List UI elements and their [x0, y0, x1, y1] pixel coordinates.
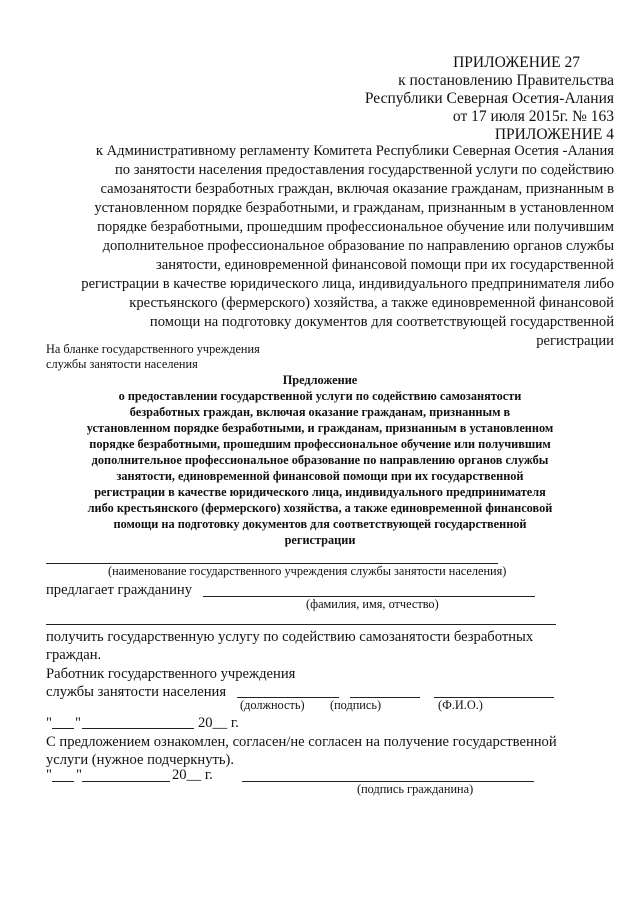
- subtitle-line: занятости, единовременной финансовой помощи при их государственной: [116, 469, 524, 483]
- signature-caption: (подпись): [330, 698, 382, 712]
- reglament-line: регистрации: [536, 333, 614, 349]
- position-caption: (должность): [240, 698, 305, 712]
- blank-note-1: На бланке государственного учреждения: [46, 342, 260, 356]
- date2-day-field[interactable]: [52, 781, 74, 782]
- header-line-3: Республики Северная Осетия-Алания: [364, 90, 614, 107]
- reglament-line: дополнительное профессиональное образование по направлению органов службы: [102, 238, 614, 254]
- reglament-line: помощи на подготовку документов для соответствующей государственной: [149, 314, 614, 330]
- date1-close-quote: ": [75, 715, 81, 731]
- worker-label-1: Работник государственного учреждения: [46, 666, 296, 682]
- reglament-line: занятости, единовременной финансовой помощи при их государственной: [155, 257, 614, 273]
- reglament-line: крестьянского (фермерского) хозяйства, а также единовременной финансовой: [129, 295, 614, 311]
- subtitle-line: о предоставлении государственной услуги по содействию самозанятости: [118, 389, 522, 403]
- header-line-4: от 17 июля 2015г. № 163: [452, 108, 614, 125]
- reglament-line: по занятости населения предоставления государственной услуги по содействию: [114, 162, 614, 178]
- date2-year: 20__ г.: [172, 767, 213, 783]
- extra-line-field[interactable]: [46, 624, 556, 625]
- reglament-line: порядке безработными, прошедшим профессиональное обучение или получившим: [97, 219, 614, 235]
- receive-line-2: граждан.: [46, 647, 102, 663]
- subtitle-line: дополнительное профессиональное образование по направлению органов службы: [91, 453, 549, 467]
- subtitle-line: помощи на подготовку документов для соответствующей государственной: [113, 517, 527, 531]
- acquainted-line-2: услуги (нужное подчеркнуть).: [46, 752, 235, 768]
- worker-fio-caption: (Ф.И.О.): [438, 698, 483, 712]
- blank-note-2: службы занятости населения: [46, 357, 198, 371]
- worker-label-2: службы занятости населения: [46, 684, 227, 700]
- date2-close-quote: ": [76, 767, 82, 783]
- date1-open-quote: ": [46, 715, 52, 731]
- reglament-line: к Административному регламенту Комитета Республики Северная Осетия -Алания: [95, 143, 614, 159]
- acquainted-line-1: С предложением ознакомлен, согласен/не согласен на получение государственной: [46, 734, 557, 750]
- reglament-line: регистрации в качестве юридического лица, индивидуального предпринимателя либо: [81, 276, 614, 292]
- appendix-27: ПРИЛОЖЕНИЕ 27: [453, 54, 580, 71]
- date2-month-field[interactable]: [82, 781, 170, 782]
- date2-open-quote: ": [46, 767, 52, 783]
- receive-line: получить государственную услугу по содействию самозанятости безработных: [46, 629, 534, 645]
- subtitle-line: регистрации в качестве юридического лица, индивидуального предпринимателя: [94, 485, 546, 499]
- fio-caption: (фамилия, имя, отчество): [306, 597, 439, 611]
- reglament-line: установленном порядке безработными, и гражданам, признанным в установленном: [94, 200, 614, 216]
- date1-month-field[interactable]: [82, 728, 194, 729]
- citizen-signature-caption: (подпись гражданина): [357, 782, 474, 796]
- appendix-4: ПРИЛОЖЕНИЕ 4: [494, 126, 614, 143]
- subtitle-line: либо крестьянского (фермерского) хозяйства, а также единовременной финансовой: [87, 501, 553, 515]
- subtitle-line: регистрации: [284, 533, 356, 547]
- date1-day-field[interactable]: [52, 728, 74, 729]
- reglament-line: самозанятости безработных граждан, включая оказание гражданам, признанным в: [100, 181, 614, 197]
- org-name-caption: (наименование государственного учреждения службы занятости населения): [108, 564, 507, 578]
- subtitle-line: безработных граждан, включая оказание гражданам, признанным в: [129, 405, 511, 419]
- subtitle-line: порядке безработными, прошедшим профессиональное обучение или получившим: [89, 437, 551, 451]
- document-title: Предложение: [282, 373, 358, 387]
- header-line-2: к постановлению Правительства: [398, 72, 614, 89]
- subtitle-line: установленном порядке безработными, и гражданам, признанным в установленном: [86, 421, 554, 435]
- date1-year: 20__ г.: [198, 715, 239, 731]
- offers-label: предлагает гражданину: [46, 582, 193, 598]
